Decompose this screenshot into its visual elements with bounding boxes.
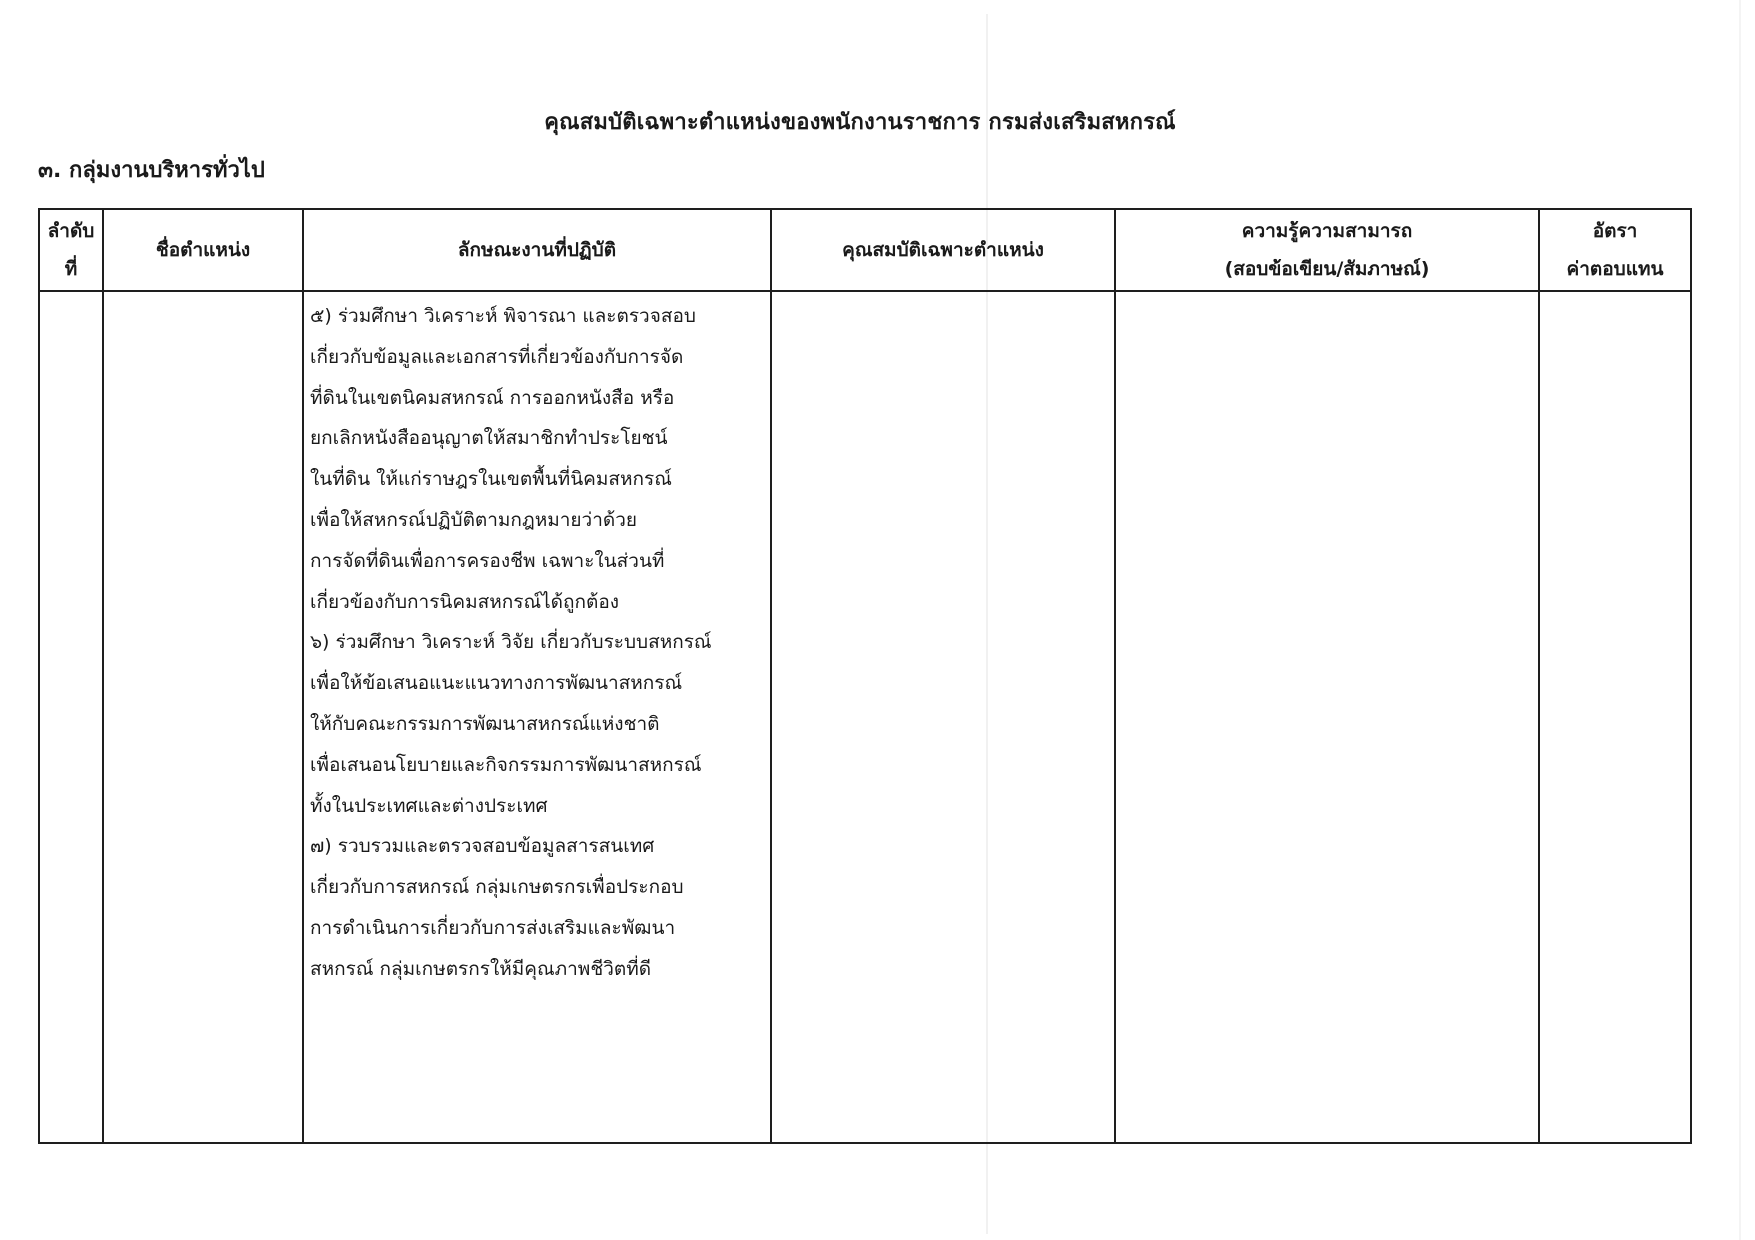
header-knowledge-line1: ความรู้ความสามารถ <box>1241 220 1413 242</box>
cell-knowledge <box>1115 291 1539 1143</box>
duty-line: ยกเลิกหนังสืออนุญาตให้สมาชิกทำประโยชน์ <box>310 427 668 450</box>
cell-position-name <box>103 291 303 1143</box>
header-position-name: ชื่อตำแหน่ง <box>103 209 303 291</box>
duty-line: ๖) ร่วมศึกษา วิเคราะห์ วิจัย เกี่ยวกับระบบสหกรณ์ <box>310 631 712 654</box>
duty-line: การจัดที่ดินเพื่อการครองชีพ เฉพาะในส่วนที่ <box>310 549 665 572</box>
cell-compensation <box>1539 291 1691 1143</box>
cell-qualifications <box>771 291 1115 1143</box>
duties-list <box>304 292 770 990</box>
header-qualifications: คุณสมบัติเฉพาะตำแหน่ง <box>771 209 1115 291</box>
scan-artifact-edge <box>1739 0 1741 1240</box>
duty-line: เกี่ยวกับการสหกรณ์ กลุ่มเกษตรกรเพื่อประกอบ <box>310 876 684 899</box>
duty-line: เพื่อเสนอนโยบายและกิจกรรมการพัฒนาสหกรณ์ <box>310 753 702 776</box>
header-knowledge <box>1115 209 1539 291</box>
header-compensation-line1: อัตรา <box>1592 220 1638 242</box>
table-row <box>39 291 1691 1143</box>
header-knowledge-line2: (สอบข้อเขียน/สัมภาษณ์) <box>1224 258 1430 280</box>
duty-line: สหกรณ์ กลุ่มเกษตรกรให้มีคุณภาพชีวิตที่ดี <box>310 957 652 980</box>
header-order <box>39 209 103 291</box>
duty-line: ให้กับคณะกรรมการพัฒนาสหกรณ์แห่งชาติ <box>310 712 660 735</box>
document-title: คุณสมบัติเฉพาะตำแหน่งของพนักงานราชการ กรมส่งเสริมสหกรณ์ <box>544 110 1176 135</box>
duty-line: เพื่อให้ข้อเสนอแนะแนวทางการพัฒนาสหกรณ์ <box>310 672 683 695</box>
duty-line: ที่ดินในเขตนิคมสหกรณ์ การออกหนังสือ หรือ <box>310 386 675 409</box>
duty-line: ทั้งในประเทศและต่างประเทศ <box>310 794 548 817</box>
qualifications-table <box>38 208 1692 1144</box>
duty-line: ๕) ร่วมศึกษา วิเคราะห์ พิจารณา และตรวจสอบ <box>310 305 696 327</box>
cell-duties <box>303 291 771 1143</box>
duty-line: เกี่ยวกับข้อมูลและเอกสารที่เกี่ยวข้องกับการจัด <box>310 345 684 368</box>
cell-order <box>39 291 103 1143</box>
duty-line: ในที่ดิน ให้แก่ราษฎรในเขตพื้นที่นิคมสหกรณ์ <box>310 468 672 491</box>
header-order-line1: ลำดับ <box>47 220 95 242</box>
duty-line: เพื่อให้สหกรณ์ปฏิบัติตามกฎหมายว่าด้วย <box>310 508 638 531</box>
section-heading: ๓. กลุ่มงานบริหารทั่วไป <box>38 158 265 183</box>
header-compensation <box>1539 209 1691 291</box>
duty-line: เกี่ยวข้องกับการนิคมสหกรณ์ได้ถูกต้อง <box>310 590 620 613</box>
header-order-line2: ที่ <box>64 258 78 280</box>
duty-line: การดำเนินการเกี่ยวกับการส่งเสริมและพัฒนา <box>310 916 676 939</box>
header-duties: ลักษณะงานที่ปฏิบัติ <box>303 209 771 291</box>
table-header-row <box>39 209 1691 291</box>
header-compensation-line2: ค่าตอบแทน <box>1566 258 1664 280</box>
duty-line: ๗) รวบรวมและตรวจสอบข้อมูลสารสนเทศ <box>310 835 655 858</box>
